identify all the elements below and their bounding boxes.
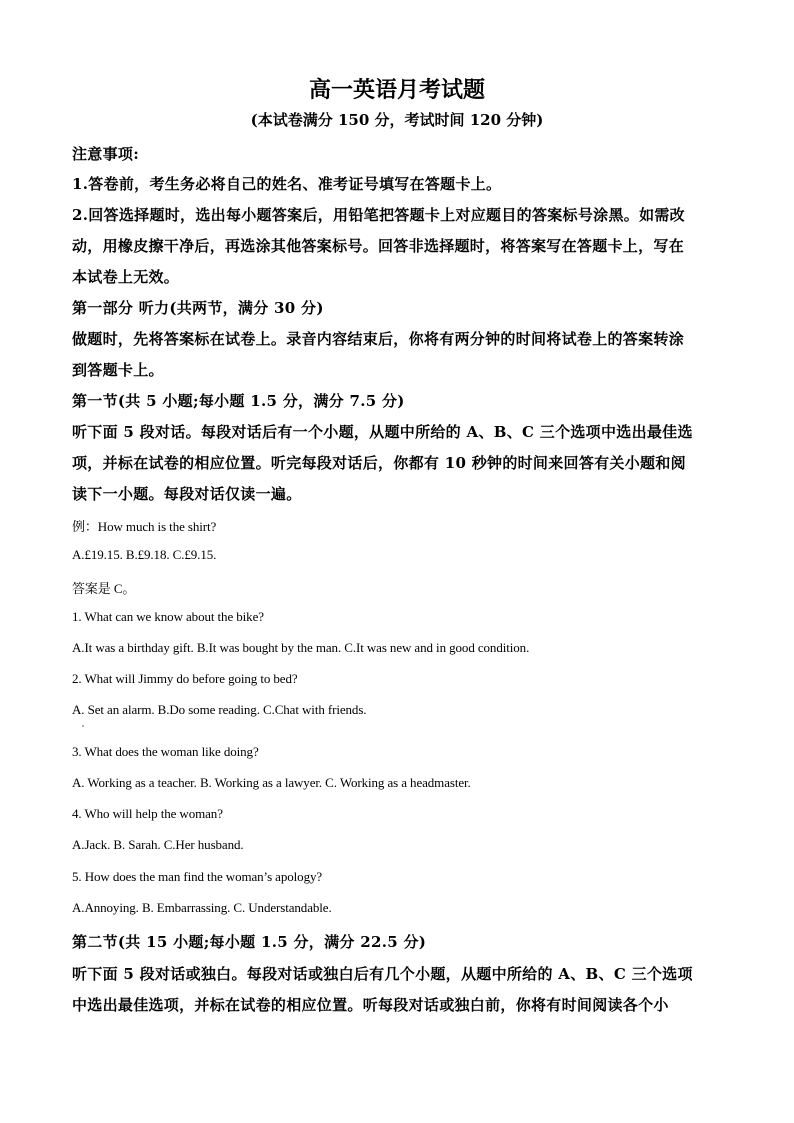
question-3-options: A. Working as a teacher. B. Working as a lawyer. C. Working as a headmaster. [72, 775, 471, 790]
section1-intro-line-3: 读下一小题。每段对话仅读一遍。 [72, 485, 302, 503]
part1-heading: 第一部分 听力(共两节，满分 30 分) [72, 299, 324, 317]
question-1: 1. What can we know about the bike? [72, 609, 264, 624]
page-title: 高一英语月考试题 [308, 77, 485, 103]
part1-intro-line-1: 做题时，先将答案标在试卷上。录音内容结束后，你将有两分钟的时间将试卷上的答案转涂 [72, 330, 685, 348]
question-5-options: A.Annoying. B. Embarrassing. C. Understandable. [72, 900, 332, 915]
stray-mark [82, 725, 84, 727]
notice-item-2-line-3: 本试卷上无效。 [72, 268, 180, 286]
question-4: 4. Who will help the woman? [72, 806, 223, 821]
section1-heading: 第一节(共 5 小题;每小题 1.5 分，满分 7.5 分) [72, 392, 405, 410]
notice-item-1: 1.答卷前，考生务必将自己的姓名、准考证号填写在答题卡上。 [72, 175, 502, 193]
question-3: 3. What does the woman like doing? [72, 744, 259, 759]
section2-heading: 第二节(共 15 小题;每小题 1.5 分，满分 22.5 分) [72, 933, 427, 951]
section1-intro-line-1: 听下面 5 段对话。每段对话后有一个小题，从题中所给的 A、B、C 三个选项中选出最佳选 [72, 423, 693, 441]
notice-item-2-line-2: 动，用橡皮擦干净后，再选涂其他答案标号。回答非选择题时，将答案写在答题卡上，写在 [72, 237, 685, 255]
question-2-options: A. Set an alarm. B.Do some reading. C.Chat with friends. [72, 702, 367, 717]
question-2: 2. What will Jimmy do before going to bed? [72, 671, 298, 686]
section2-intro-line-1: 听下面 5 段对话或独白。每段对话或独白后有几个小题，从题中所给的 A、B、C 三个选项 [72, 965, 693, 983]
notice-heading: 注意事项: [72, 145, 140, 163]
example-question: 例：How much is the shirt? [72, 519, 217, 534]
example-options: A.£19.15. B.£9.18. C.£9.15. [72, 547, 217, 562]
part1-intro-line-2: 到答题卡上。 [72, 361, 164, 379]
example-answer: 答案是 C。 [72, 581, 136, 596]
question-5: 5. How does the man find the woman’s apology? [72, 869, 323, 884]
section2-intro-line-2: 中选出最佳选项，并标在试卷的相应位置。听每段对话或独白前，你将有时间阅读各个小 [72, 996, 669, 1014]
question-4-options: A.Jack. B. Sarah. C.Her husband. [72, 837, 244, 852]
page-subtitle: (本试卷满分 150 分，考试时间 120 分钟) [250, 111, 544, 129]
section1-intro-line-2: 项，并标在试卷的相应位置。听完每段对话后，你都有 10 秒钟的时间来回答有关小题和阅 [72, 454, 686, 472]
question-1-options: A.It was a birthday gift. B.It was bought by the man. C.It was new and in good condition. [72, 640, 530, 655]
notice-item-2-line-1: 2.回答选择题时，选出每小题答案后，用铅笔把答题卡上对应题目的答案标号涂黑。如需改 [72, 206, 685, 224]
